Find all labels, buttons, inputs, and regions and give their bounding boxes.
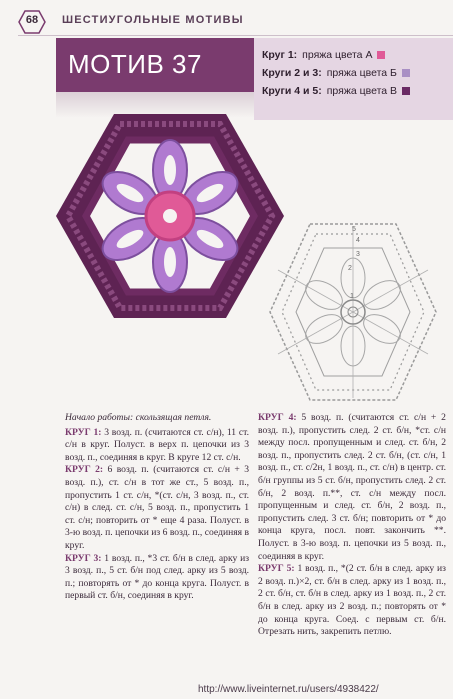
round-label: КРУГ 3: xyxy=(65,552,102,564)
round-instruction xyxy=(258,563,446,639)
legend-yarn-value: пряжа цвета А xyxy=(302,49,373,61)
legend-row xyxy=(262,46,410,64)
round-text: 5 возд. п. (считаются ст. с/н + 2 возд. п.), пропустить след. 2 ст. б/н, *ст. с/н между посл. пропущенным и след. ст. б/н, 2 возд. п., пропустить след. 2 ст. б/н, (ст. с/н, 1 возд. п., ст. с/2н, 1 возд. п., ст. с/н) в центр. ст. б/н группы из 5 ст. б/н, пропустить след. 2 ст. б/н, 2 возд. п.**, ст. с/н между посл. пропущенным и след. ст. б/н, 2 возд. п., пропустить след. 3 ст. б/н; повторить от * до конца круга, посл. повт. закончить **. Полуст. в 3-ю возд. п. цепочки из 5 возд. п., соединяя в круг. xyxy=(258,412,446,562)
page-number: 68 xyxy=(25,14,39,26)
legend-yarn-value: пряжа цвета Б xyxy=(326,67,397,79)
legend-row xyxy=(262,82,410,100)
motif-photo xyxy=(54,108,286,324)
round-label: КРУГ 5: xyxy=(258,563,295,575)
legend-round-label: Круги 4 и 5: xyxy=(262,85,322,97)
round-instruction xyxy=(65,464,249,552)
round-instruction xyxy=(258,412,446,563)
legend-yarn-value: пряжа цвета В xyxy=(326,85,398,97)
source-watermark: http://www.liveinternet.ru/users/4938422/ xyxy=(198,684,379,695)
color-swatch-a xyxy=(377,51,385,59)
round-label: КРУГ 1: xyxy=(65,426,102,438)
diagram-round-label: 2 xyxy=(348,265,352,272)
round-instruction xyxy=(65,553,249,603)
round-label: КРУГ 2: xyxy=(65,464,104,476)
color-swatch-c xyxy=(402,87,410,95)
motif-title: МОТИВ 37 xyxy=(68,49,202,79)
legend-row xyxy=(262,64,410,82)
round-text: 3 возд. п. (считаются ст. с/н), 11 ст. с/н в круг. Полуст. в верх п. цепочки из 3 возд. п., соединяя в круг. В круге 12 ст. с/н. xyxy=(65,426,249,463)
round-label: КРУГ 4: xyxy=(258,412,297,423)
instructions-right-column xyxy=(258,412,446,639)
diagram-round-label: 1 xyxy=(350,293,354,300)
legend-round-label: Круги 2 и 3: xyxy=(262,67,322,79)
round-text: 6 возд. п. (считаются ст. с/н + 3 возд. п.), ст. с/н в тот же ст., 5 возд. п., пропустить 1 ст. с/н, *(ст. с/н, 3 возд. п., ст. с/н) в след. ст. с/н, 5 возд. п., пропустить 1 ст. с/н; повторить от * еще 4 раза. Полуст. в 3-ю возд. п. цепочки из 6 возд. п., соединяя в круг. xyxy=(65,464,249,551)
round-instruction xyxy=(65,427,249,465)
legend-round-label: Круг 1: xyxy=(262,49,298,61)
top-divider xyxy=(18,35,453,36)
crochet-diagram xyxy=(268,218,438,406)
start-instruction: Начало работы: скользящая петля. xyxy=(65,412,212,423)
round-text: 1 возд. п., *3 ст. б/н в след. арку из 3 возд. п., 5 ст. б/н под след. арку из 5 возд. п.; повторять от * до конца круга. Полуст. в первый ст. б/н, соединяя в круг. xyxy=(65,552,249,602)
diagram-round-label: 3 xyxy=(356,251,360,258)
instructions-left-column xyxy=(65,412,249,603)
diagram-round-label: 5 xyxy=(352,226,356,233)
color-swatch-b xyxy=(402,69,410,77)
running-head: ШЕСТИУГОЛЬНЫЕ МОТИВЫ xyxy=(62,14,244,26)
round-text: 1 возд. п., *(2 ст. б/н в след. арку из 2 возд. п.)×2, ст. б/н в след. арку из 1 возд. п., 2 ст. б/н, ст. б/н в след. арку из 1 возд. п., 2 ст. б/н в след. арку из 2 возд. п.; повторять от * до конца круга. Соед. с первым ст. б/н. Отрезать нить, закрепить петлю. xyxy=(258,563,446,638)
yarn-legend xyxy=(262,46,410,100)
diagram-round-label: 4 xyxy=(356,237,360,244)
